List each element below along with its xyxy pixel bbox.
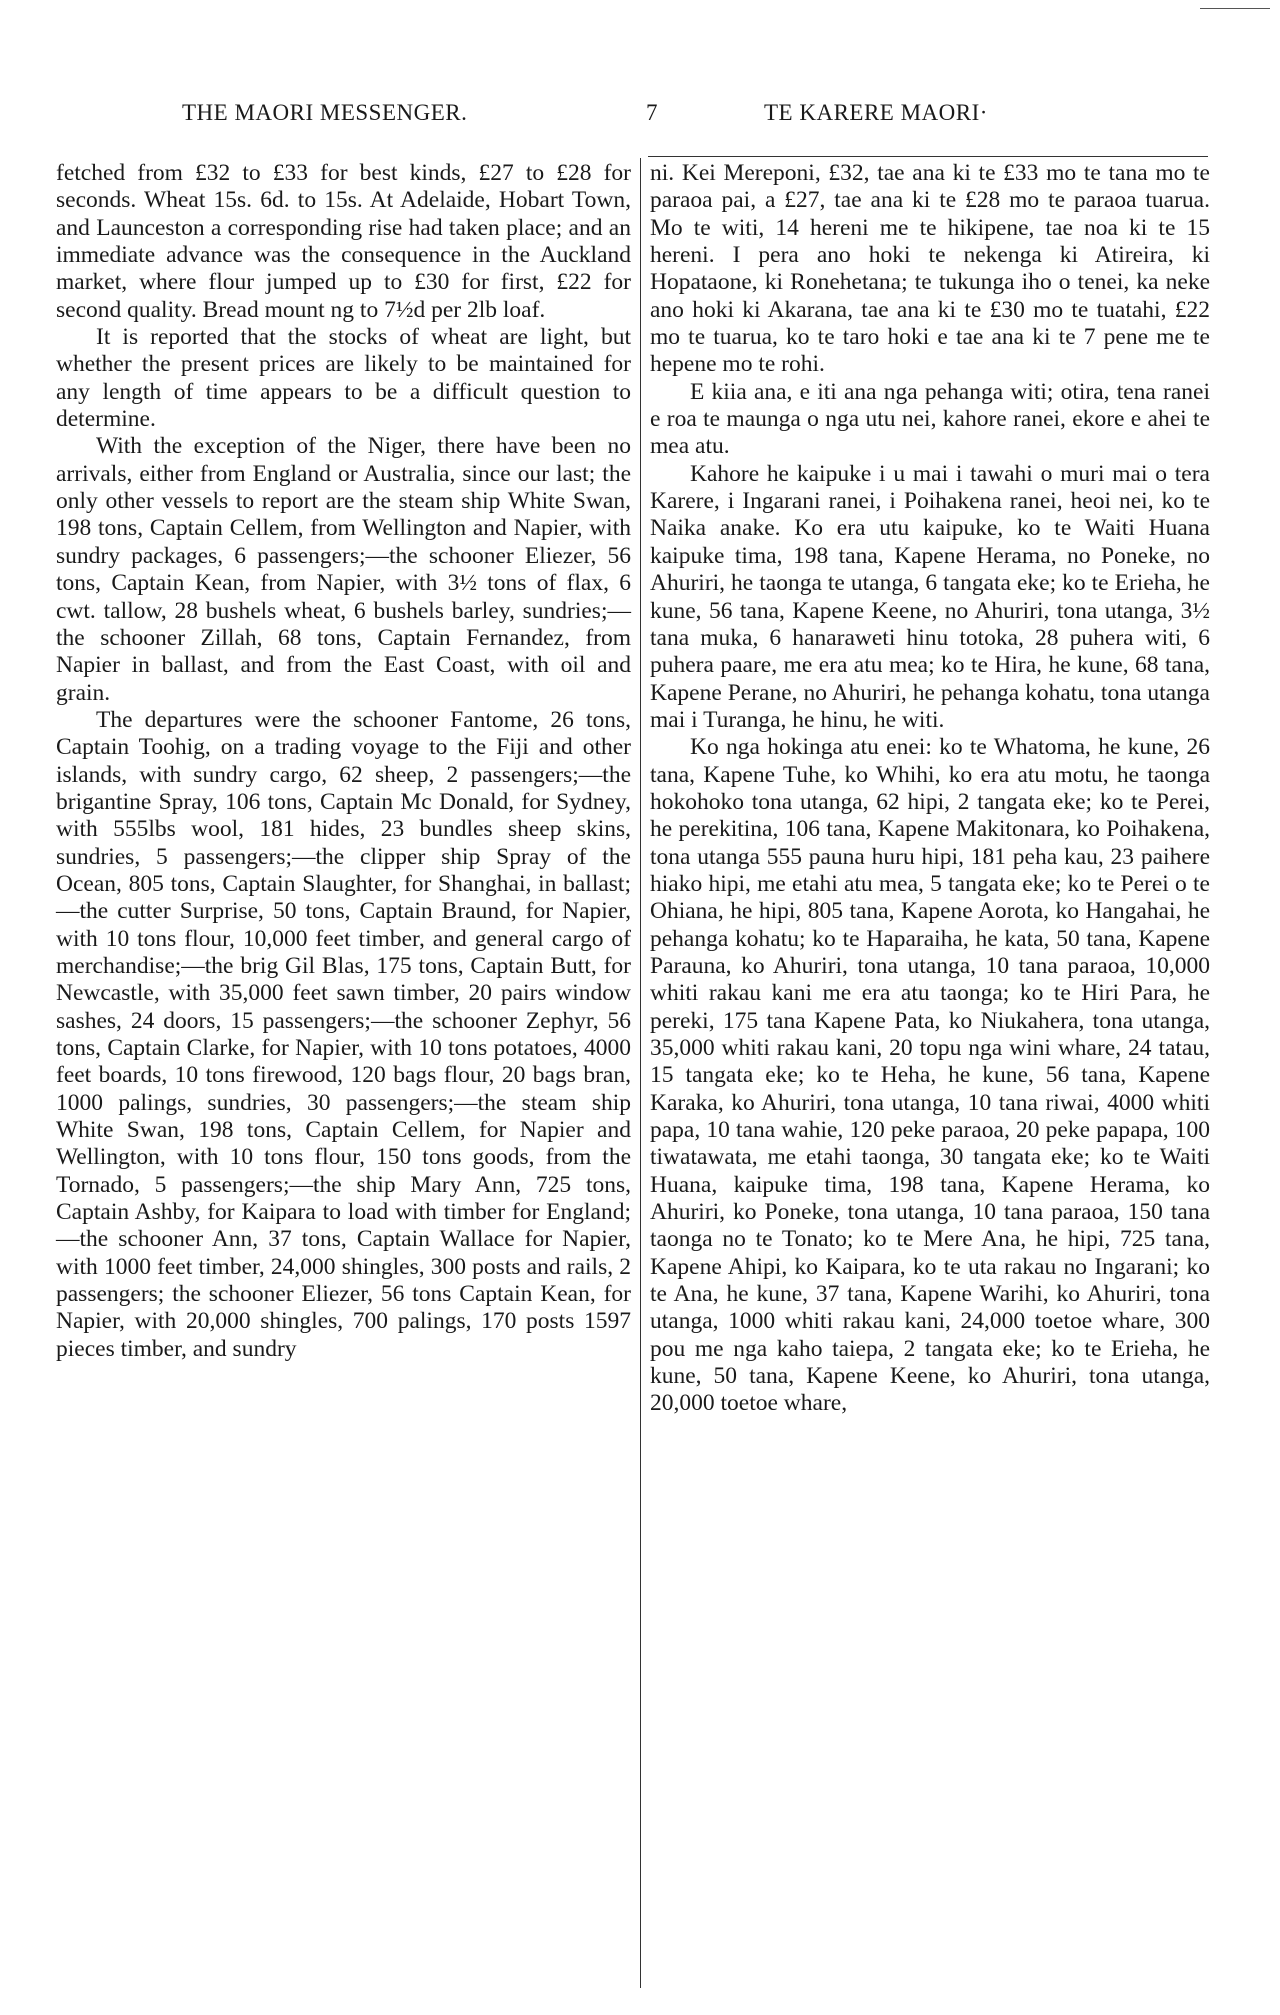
maori-column	[650, 160, 1210, 1418]
english-paragraph: The departures were the schooner Fantome, 26 tons, Captain Toohig, on a trading voyage to the Fiji and other islands, with sundry cargo, 62 sheep, 2 passengers;—the brigantine Spray, 106 tons, Captain Mc Donald, for Sydney, with 555lbs wool, 181 hides, 23 bundles sheep skins, sundries, 5 passengers;—the clipper ship Spray of the Ocean, 805 tons, Captain Slaughter, for Shanghai, in ballast;—the cutter Surprise, 50 tons, Captain Braund, for Napier, with 10 tons flour, 10,000 feet timber, and general cargo of merchandise;—the brig Gil Blas, 175 tons, Captain Butt, for Newcastle, with 35,000 feet sawn timber, 20 pairs window sashes, 24 doors, 15 passengers;—the schooner Zephyr, 56 tons, Captain Clarke, for Napier, with 10 tons potatoes, 4000 feet boards, 10 tons firewood, 120 bags flour, 20 bags bran, 1000 palings, sundries, 30 passengers;—the steam ship White Swan, 198 tons, Captain Cellem, for Napier and Wellington, with 10 tons flour, 150 tons goods, from the Tornado, 5 passengers;—the ship Mary Ann, 725 tons, Captain Ashby, for Kaipara to load with timber for England;—the schooner Ann, 37 tons, Captain Wallace for Napier, with 1000 feet timber, 24,000 shingles, 300 posts and rails, 2 passengers; the schooner Eliezer, 56 tons Captain Kean, for Napier, with 20,000 shingles, 700 palings, 170 posts 1597 pieces timber, and sundry	[56, 706, 631, 1362]
english-paragraph: fetched from £32 to £33 for best kinds, £27 to £28 for seconds. Wheat 15s. 6d. to 15s. At Adelaide, Hobart Town, and Launceston a corresponding rise had taken place; and an immediate advance was the consequence in the Auckland market, where flour jumped up to £30 for first, £22 for second quality. Bread mount ng to 7½d per 2lb loaf.	[56, 160, 631, 323]
column-divider	[640, 158, 641, 1988]
corner-rule	[1200, 8, 1270, 9]
english-paragraph: With the exception of the Niger, there have been no arrivals, either from England or Australia, since our last; the only other vessels to report are the steam ship White Swan, 198 tons, Captain Cellem, from Wellington and Napier, with sundry packages, 6 passengers;—the schooner Eliezer, 56 tons, Captain Kean, from Napier, with 3½ tons of flax, 6 cwt. tallow, 28 bushels wheat, 6 bushels barley, sundries;—the schooner Zillah, 68 tons, Captain Fernandez, from Napier in ballast, and from the East Coast, with oil and grain.	[56, 433, 631, 706]
page-number: 7	[646, 100, 658, 125]
english-paragraph: It is reported that the stocks of wheat are light, but whether the present prices are likely to be maintained for any length of time appears to be a difficult question to determine.	[56, 324, 631, 433]
maori-paragraph: Kahore he kaipuke i u mai i tawahi o muri mai o tera Karere, i Ingarani ranei, i Poihakena ranei, heoi nei, ko te Naika anake. Ko era utu kaipuke, ko te Waiti Huana kaipuke tima, 198 tana, Kapene Herama, no Poneke, no Ahuriri, he taonga te utanga, 6 tangata eke; ko te Erieha, he kune, 56 tana, Kapene Keene, no Ahuriri, tona utanga, 3½ tana muka, 6 hanaraweti hinu totoka, 28 puhera witi, 6 puhera paare, me era atu mea; ko te Hira, he kune, 68 tana, Kapene Perane, no Ahuriri, he pehanga kohatu, tona utanga mai i Turanga, he hinu, he witi.	[650, 460, 1210, 733]
english-column	[56, 160, 631, 1363]
page-header	[170, 100, 1220, 134]
english-masthead-title: THE MAORI MESSENGER.	[182, 100, 468, 125]
maori-paragraph: ni. Kei Mereponi, £32, tae ana ki te £33 mo te tana mo te paraoa pai, a £27, tae ana ki te £28 mo te paraoa tuarua. Mo te witi, 14 hereni me te hikipene, tae noa ki te 15 hereni. I pera ano hoki te nekenga ki Atireira, ki Hopataone, ki Ronehetana; te tukunga iho o tenei, ka neke ano hoki ki Akarana, tae ana ki te £30 mo te tuatahi, £22 mo te tuarua, ko te taro hoki e tae ana ki te 7 pene me te hepene mo te rohi.	[650, 160, 1210, 378]
maori-masthead-title: TE KARERE MAORI·	[764, 100, 988, 125]
maori-paragraph: E kiia ana, e iti ana nga pehanga witi; otira, tena ranei e roa te maunga o nga utu nei, kahore ranei, ekore e ahei te mea atu.	[650, 378, 1210, 460]
maori-paragraph: Ko nga hokinga atu enei: ko te Whatoma, he kune, 26 tana, Kapene Tuhe, ko Whihi, ko era atu motu, he taonga hokohoko tona utanga, 62 hipi, 2 tangata eke; ko te Perei, he perekitina, 106 tana, Kapene Makitonara, ko Poihakena, tona utanga 555 pauna huru hipi, 181 peha kau, 23 paihere hiako hipi, me etahi atu mea, 5 tangata eke; ko te Perei o te Ohiana, he hipi, 805 tana, Kapene Aorota, ko Hangahai, he pehanga kohatu; ko te Haparaiha, he kata, 50 tana, Kapene Parauna, ko Ahuriri, tona utanga, 10 tana paraoa, 10,000 whiti rakau kani me era atu taonga; ko te Hiri Para, he pereki, 175 tana Kapene Pata, ko Niukahera, tona utanga, 35,000 whiti rakau kani, 20 topu nga wini whare, 24 tatau, 15 tangata eke; ko te Heha, he kune, 56 tana, Kapene Karaka, ko Ahuriri, tona utanga, 10 tana riwai, 4000 whiti papa, 10 tana wahie, 120 peke paraoa, 20 peke papapa, 100 tiwatawata, me etahi taonga, 30 tangata eke; ko te Waiti Huana, kaipuke tima, 198 tana, Kapene Herama, ko Ahuriri, ko Poneke, tona utanga, 10 tana paraoa, 150 tana taonga no te Tonato; ko te Mere Ana, he hipi, 725 tana, Kapene Ahipi, ko Kaipara, ko te uta rakau no Ingarani; ko te Ana, he kune, 37 tana, Kapene Warihi, ko Ahuriri, tona utanga, 1000 whiti rakau kani, 24,000 toetoe whare, 300 pou me nga kaho taiepa, 2 tangata eke; ko te Erieha, he kune, 50 tana, Kapene Keene, ko Ahuriri, tona utanga, 20,000 toetoe whare,	[650, 734, 1210, 1417]
header-underline	[648, 156, 1208, 157]
